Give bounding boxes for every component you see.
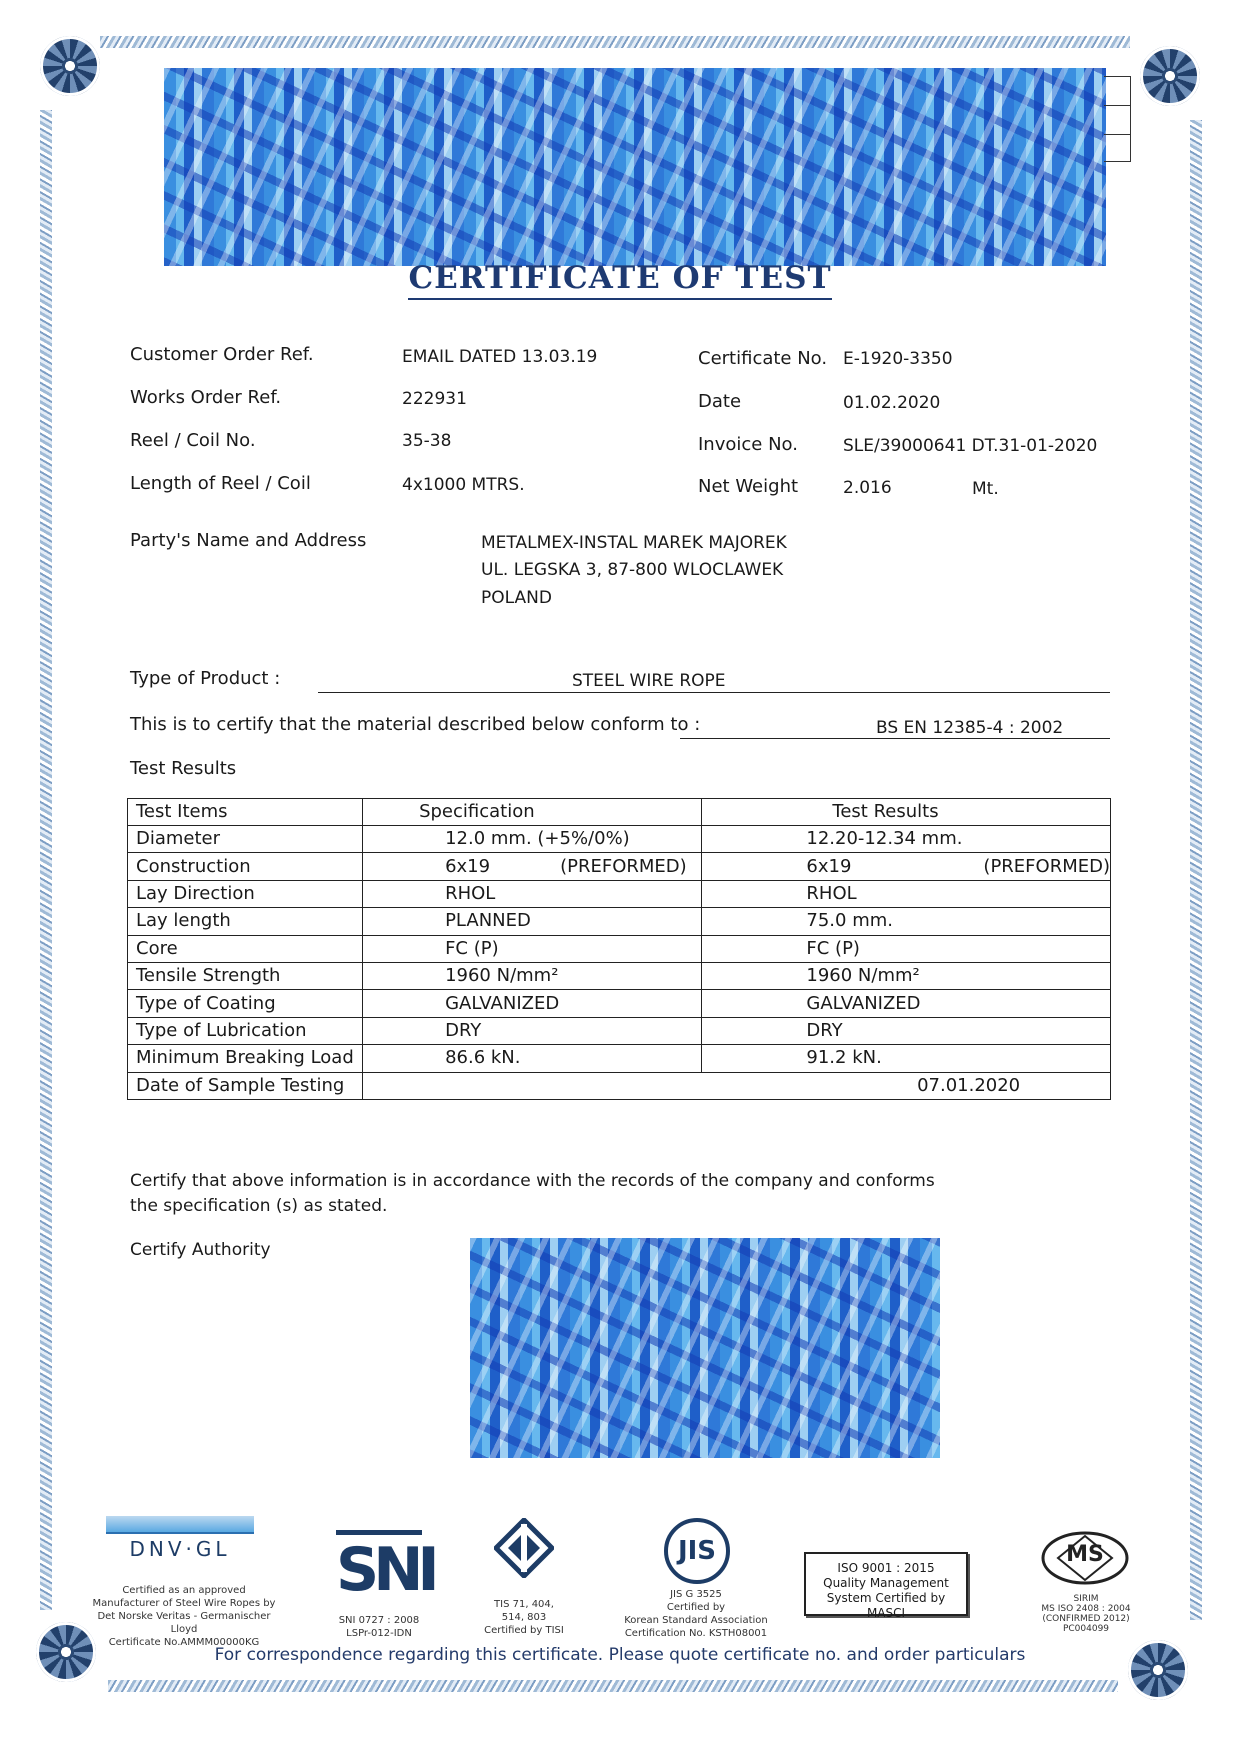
length-label: Length of Reel / Coil (130, 473, 311, 494)
certify-statement-line1: Certify that above information is in accordance with the records of the company and conforms (130, 1171, 935, 1191)
sni-caption: SNI 0727 : 2008 LSPr-012-IDN (338, 1615, 420, 1639)
party-label: Party's Name and Address (130, 530, 367, 551)
date-value: 01.02.2020 (843, 393, 941, 413)
invoice-no-label: Invoice No. (698, 434, 798, 455)
conform-label: This is to certify that the material described below conform to : (130, 714, 701, 735)
footer-note: For correspondence regarding this certificate. Please quote certificate no. and order particulars (214, 1645, 1026, 1665)
header-test-items: Test Items (128, 799, 363, 826)
product-type-value: STEEL WIRE ROPE (572, 671, 726, 691)
redacted-letterhead (164, 68, 1106, 266)
table-row: Lay Direction RHOL RHOL (128, 880, 1111, 907)
test-results-table (127, 798, 1111, 1100)
certify-authority-label: Certify Authority (130, 1240, 271, 1260)
net-weight-value: 2.016 (843, 478, 892, 498)
table-row: Diameter 12.0 mm. (+5%/0%) 12.20-12.34 mm. (128, 826, 1111, 853)
table-header-row (128, 799, 1111, 826)
table-row-sample-date: Date of Sample Testing 07.01.2020 (128, 1072, 1111, 1099)
invoice-no-value: SLE/39000641 DT.31-01-2020 (843, 436, 1098, 456)
table-row: Minimum Breaking Load 86.6 kN. 91.2 kN. (128, 1045, 1111, 1072)
certify-statement-line2: the specification (s) as stated. (130, 1196, 388, 1216)
redacted-signature (470, 1238, 940, 1458)
header-specification: Specification (363, 799, 702, 826)
iso-9001-box: ISO 9001 : 2015 Quality Management System Certified by MASCI (804, 1552, 968, 1616)
conform-standard: BS EN 12385-4 : 2002 (876, 718, 1064, 738)
table-row: Lay length PLANNED 75.0 mm. (128, 908, 1111, 935)
party-country: POLAND (481, 588, 552, 608)
certificate-no-label: Certificate No. (698, 348, 828, 369)
dnv-gl-caption: Certified as an approved Manufacturer of Steel Wire Ropes by Det Norske Veritas - Germanischer Lloyd Certificate No.AMMM00000KG (92, 1585, 276, 1648)
customer-order-ref-value: EMAIL DATED 13.03.19 (402, 347, 598, 367)
table-row: Construction 6x19 (PREFORMED) 6x19 (PREFORMED) (128, 853, 1111, 880)
reel-coil-no-label: Reel / Coil No. (130, 430, 256, 451)
tisi-logo-icon (494, 1518, 554, 1578)
table-row: Tensile Strength 1960 N/mm² 1960 N/mm² (128, 962, 1111, 989)
certificate-no-value: E-1920-3350 (843, 349, 953, 369)
dnv-gl-logo: DNV·GL (106, 1516, 254, 1561)
rope-knot-icon (40, 36, 100, 96)
net-weight-label: Net Weight (698, 476, 799, 497)
jis-caption: JIS G 3525 Certified by Korean Standard Association Certification No. KSTH08001 (624, 1589, 768, 1639)
test-results-label: Test Results (130, 758, 237, 779)
party-name: METALMEX-INSTAL MAREK MAJOREK (481, 533, 787, 553)
customer-order-ref-label: Customer Order Ref. (130, 344, 314, 365)
rope-border-left (40, 110, 52, 1610)
sirim-caption: SIRIM MS ISO 2408 : 2004 (CONFIRMED 2012) PC004099 (1041, 1594, 1131, 1634)
document-title: CERTIFICATE OF TEST (0, 260, 1240, 296)
product-type-label: Type of Product : (130, 668, 281, 689)
length-value: 4x1000 MTRS. (402, 475, 525, 495)
jis-logo: JIS (664, 1518, 730, 1584)
net-weight-unit: Mt. (972, 479, 999, 499)
works-order-ref-value: 222931 (402, 389, 467, 409)
sirim-ms-logo: MS (1040, 1530, 1130, 1586)
rope-border-bottom (108, 1680, 1118, 1692)
table-row: Type of Lubrication DRY DRY (128, 1017, 1111, 1044)
header-test-results: Test Results (702, 799, 1111, 826)
works-order-ref-label: Works Order Ref. (130, 387, 282, 408)
party-address: UL. LEGSKA 3, 87-800 WLOCLAWEK (481, 560, 784, 580)
product-type-underline (318, 692, 1110, 693)
sni-logo: SNI (336, 1530, 422, 1605)
rope-border-top (100, 36, 1130, 48)
table-row: Type of Coating GALVANIZED GALVANIZED (128, 990, 1111, 1017)
header-side-boxes (1104, 76, 1131, 162)
rope-knot-icon (1140, 46, 1200, 106)
tisi-caption: TIS 71, 404, 514, 803 Certified by TISI (484, 1599, 564, 1636)
date-label: Date (698, 391, 742, 412)
table-row: Core FC (P) FC (P) (128, 935, 1111, 962)
rope-border-right (1190, 120, 1202, 1620)
conform-underline (680, 738, 1110, 739)
reel-coil-no-value: 35-38 (402, 431, 452, 451)
